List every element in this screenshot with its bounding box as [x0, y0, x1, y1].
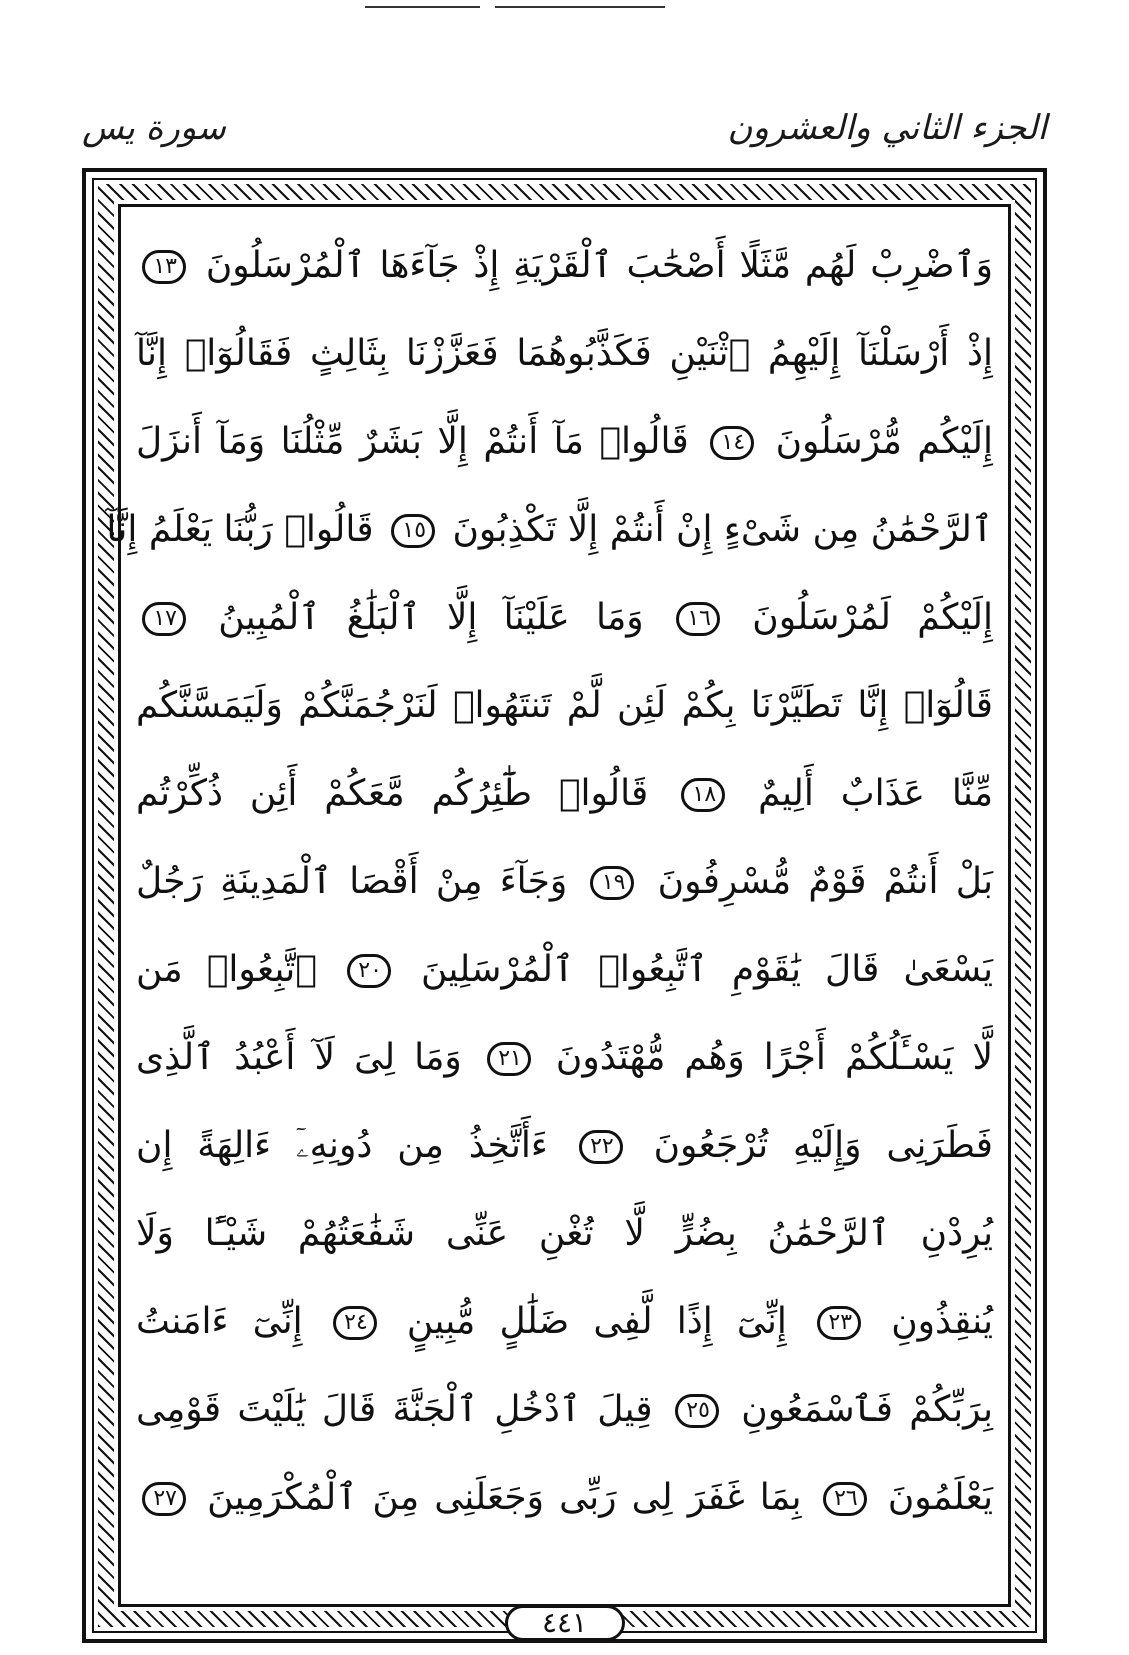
line-segment: يُرِدْنِ ٱلرَّحْمَٰنُ بِضُرٍّ لَّا تُغْنِ عَنِّى شَفَٰعَتُهُمْ شَيْـًٔا وَلَا: [136, 1213, 993, 1254]
line-segment: ءَأَتَّخِذُ مِن دُونِهِۦٓ ءَالِهَةً إِن: [136, 1125, 548, 1166]
ayah-marker: ٢٢: [579, 1130, 623, 1164]
ayah-marker: ٢٠: [347, 954, 391, 988]
ayah-marker: ١٧: [142, 602, 186, 636]
line-segment: يَسْعَىٰ قَالَ يَٰقَوْمِ ٱتَّبِعُوا۟ ٱلْمُرْسَلِينَ: [421, 949, 993, 990]
text-line-8: [136, 838, 993, 926]
quran-text-area: [106, 222, 994, 1581]
line-segment: يُنقِذُونِ: [891, 1301, 994, 1342]
line-segment: وَمَا لِىَ لَآ أَعْبُدُ ٱلَّذِى: [136, 1037, 462, 1078]
juz-title: الجزء الثاني والعشرون: [727, 108, 1047, 148]
text-line-6: [136, 662, 993, 750]
line-segment: لَّا يَسْـَٔلُكُمْ أَجْرًا وَهُم مُّهْتَدُونَ: [555, 1037, 993, 1078]
ayah-marker: ١٤: [710, 426, 754, 460]
ayah-marker: ٢٤: [333, 1306, 377, 1340]
ayah-marker: ٢٦: [823, 1482, 867, 1516]
text-line-4: [106, 486, 993, 574]
ayah-marker: ١٨: [681, 778, 725, 812]
ayah-marker: ٢٣: [817, 1306, 861, 1340]
ayah-marker: ١٥: [391, 514, 435, 548]
ayah-marker: ٢٧: [142, 1482, 186, 1516]
surah-title: سورة يس: [82, 108, 226, 148]
text-line-1: [136, 222, 993, 310]
line-segment: بَلْ أَنتُمْ قَوْمٌ مُّسْرِفُونَ: [657, 861, 993, 902]
line-segment: إِلَيْكُمْ لَمُرْسَلُونَ: [752, 597, 993, 638]
top-rule-right: [495, 6, 665, 8]
text-line-11: [136, 1102, 993, 1190]
text-line-2: [136, 310, 993, 398]
text-line-14: [136, 1366, 993, 1454]
line-segment: قِيلَ ٱدْخُلِ ٱلْجَنَّةَ قَالَ يَٰلَيْتَ قَوْمِى: [136, 1389, 653, 1430]
line-segment: إِنِّىٓ إِذًا لَّفِى ضَلَٰلٍ مُّبِينٍ: [406, 1301, 787, 1342]
line-segment: إِذْ أَرْسَلْنَآ إِلَيْهِمُ ٱثْنَيْنِ فَكَذَّبُوهُمَا فَعَزَّزْنَا بِثَالِثٍ فَقَالُوٓا۟ إِنَّآ: [136, 333, 993, 374]
page-frame: [82, 168, 1047, 1643]
line-segment: فَطَرَنِى وَإِلَيْهِ تُرْجَعُونَ: [653, 1125, 993, 1166]
ayah-marker: ٢١: [487, 1042, 531, 1076]
line-segment: وَٱضْرِبْ لَهُم مَّثَلًا أَصْحَٰبَ ٱلْقَرْيَةِ إِذْ جَآءَهَا ٱلْمُرْسَلُونَ: [205, 245, 993, 286]
line-segment: ٱلرَّحْمَٰنُ مِن شَىْءٍ إِنْ أَنتُمْ إِلَّا تَكْذِبُونَ: [452, 509, 993, 550]
line-segment: بِرَبِّكُمْ فَٱسْمَعُونِ: [741, 1389, 994, 1430]
text-line-5: [136, 574, 993, 662]
line-segment: إِنِّىٓ ءَامَنتُ: [136, 1301, 303, 1342]
ayah-marker: ١٦: [676, 602, 720, 636]
line-segment: بِمَا غَفَرَ لِى رَبِّى وَجَعَلَنِى مِنَ ٱلْمُكْرَمِينَ: [207, 1477, 802, 1518]
text-line-7: [136, 750, 993, 838]
line-segment: وَجَآءَ مِنْ أَقْصَا ٱلْمَدِينَةِ رَجُلٌ: [136, 861, 568, 902]
line-segment: قَالُوٓا۟ إِنَّا تَطَيَّرْنَا بِكُمْ لَئِن لَّمْ تَنتَهُوا۟ لَنَرْجُمَنَّكُمْ وَلَيَمَسَّنَّكُم: [136, 685, 993, 726]
text-line-13: [136, 1278, 993, 1366]
ayah-marker: ١٣: [142, 250, 186, 284]
line-segment: مِّنَّا عَذَابٌ أَلِيمٌ: [758, 773, 993, 814]
line-segment: ٱتَّبِعُوا۟ مَن: [136, 949, 317, 990]
ayah-marker: ٢٥: [675, 1394, 719, 1428]
text-line-9: [136, 926, 993, 1014]
top-rule-left: [365, 6, 480, 8]
line-segment: قَالُوا۟ رَبُّنَا يَعْلَمُ إِنَّآ: [106, 509, 374, 550]
page-header: [82, 100, 1047, 160]
ayah-marker: ١٩: [590, 866, 634, 900]
line-segment: يَعْلَمُونَ: [887, 1477, 993, 1518]
line-segment: إِلَيْكُم مُّرْسَلُونَ: [775, 421, 993, 462]
text-line-3: [136, 398, 993, 486]
line-segment: وَمَا عَلَيْنَآ إِلَّا ٱلْبَلَٰغُ ٱلْمُبِينُ: [218, 597, 644, 638]
line-segment: قَالُوا۟ مَآ أَنتُمْ إِلَّا بَشَرٌ مِّثْلُنَا وَمَآ أَنزَلَ: [136, 421, 689, 462]
page-number: ٤٤١: [505, 1605, 625, 1641]
text-line-10: [136, 1014, 993, 1102]
text-line-15: [136, 1454, 993, 1542]
line-segment: قَالُوا۟ طَٰٓئِرُكُم مَّعَكُمْ أَئِن ذُكِّرْتُم: [136, 773, 649, 814]
text-line-12: [136, 1190, 993, 1278]
